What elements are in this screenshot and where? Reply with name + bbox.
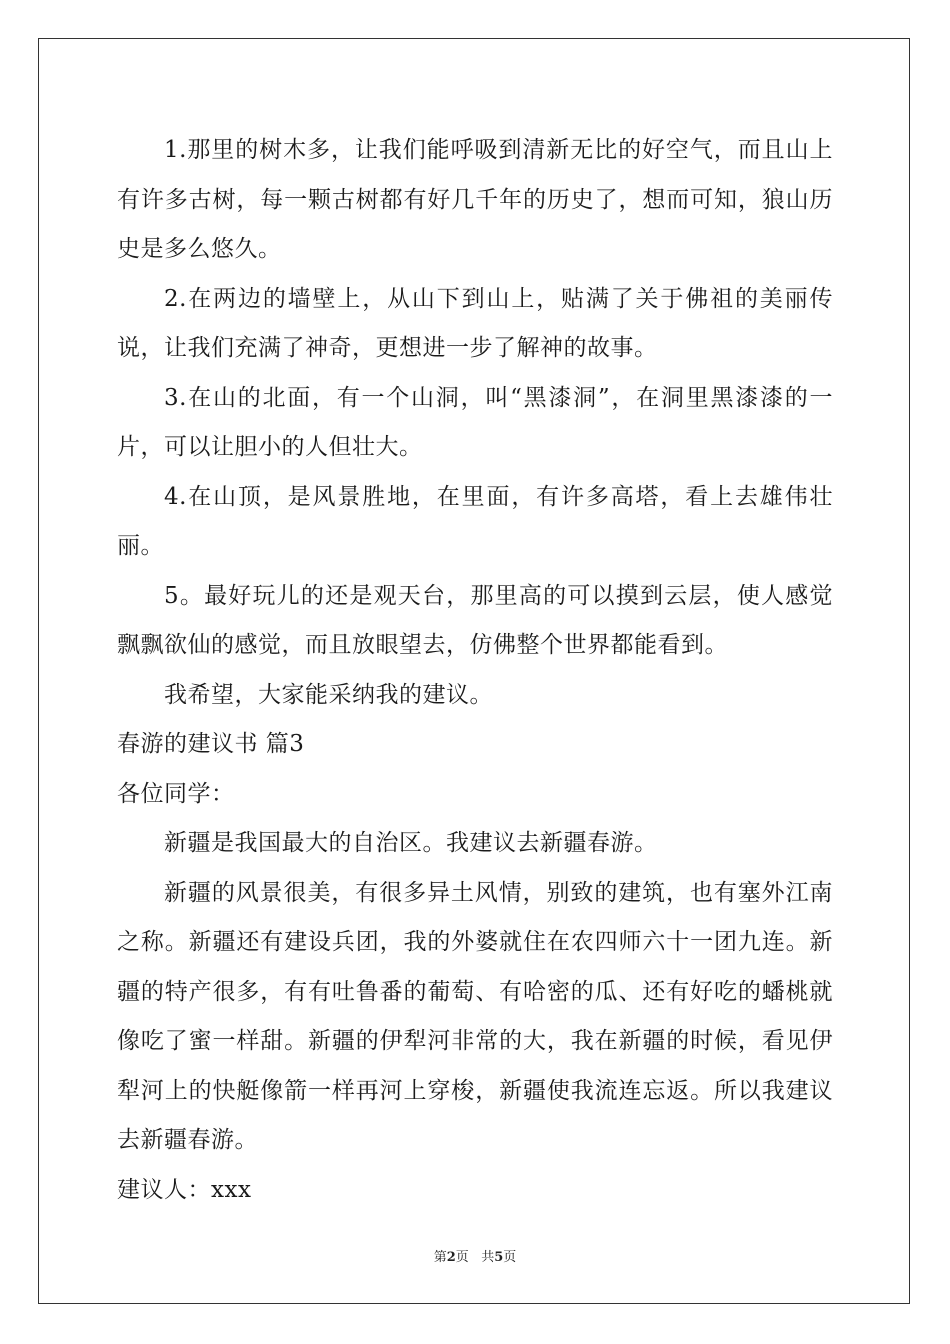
page-footer: [0, 1246, 950, 1265]
paragraph-5: 5。最好玩儿的还是观天台，那里高的可以摸到云层，使人感觉飘飘欲仙的感觉，而且放眼望去，仿佛整个世界都能看到。: [117, 582, 833, 658]
salutation: 各位同学：: [117, 780, 235, 807]
paragraph-3: 3.在山的北面，有一个山洞，叫“黑漆洞”，在洞里黑漆漆的一片，可以让胆小的人但壮大。: [117, 384, 833, 460]
paragraph-2: 2.在两边的墙壁上，从山下到山上，贴满了关于佛祖的美丽传说，让我们充满了神奇，更想进一步了解神的故事。: [117, 285, 833, 361]
paragraph-7: 新疆是我国最大的自治区。我建议去新疆春游。: [164, 830, 658, 856]
section-heading: 春游的建议书 篇3: [117, 731, 305, 757]
paragraph-6: 我希望，大家能采纳我的建议。: [164, 681, 493, 708]
footer-total-pages: 5: [494, 1250, 504, 1265]
paragraph-1: 1.那里的树木多，让我们能呼吸到清新无比的好空气，而且山上有许多古树，每一颗古树都有好几千年的历史了，想而可知，狼山历史是多么悠久。: [117, 137, 833, 262]
footer-page-suffix: 页: [455, 1250, 469, 1265]
signature-line: 建议人：xxx: [117, 1176, 252, 1203]
paragraph-8: 新疆的风景很美，有很多异土风情，别致的建筑，也有塞外江南之称。新疆还有建设兵团，我的外婆就住在农四师六十一团九连。新疆的特产很多，有有吐鲁番的葡萄、有哈密的瓜、还有好吃的蟠桃就像吃了蜜一样甜。新疆的伊犁河非常的大，我在新疆的时候，看见伊犁河上的快艇像箭一样再河上穿梭，新疆使我流连忘返。所以我建议去新疆春游。: [117, 879, 833, 1153]
paragraph-4: 4.在山顶，是风景胜地，在里面，有许多高塔，看上去雄伟壮丽。: [117, 483, 833, 559]
footer-total-suffix: 页: [503, 1250, 517, 1265]
footer-total-prefix: 共: [481, 1250, 495, 1265]
footer-page-number: 2: [446, 1250, 456, 1265]
document-body: [117, 126, 833, 1215]
footer-prefix: 第: [433, 1250, 447, 1265]
